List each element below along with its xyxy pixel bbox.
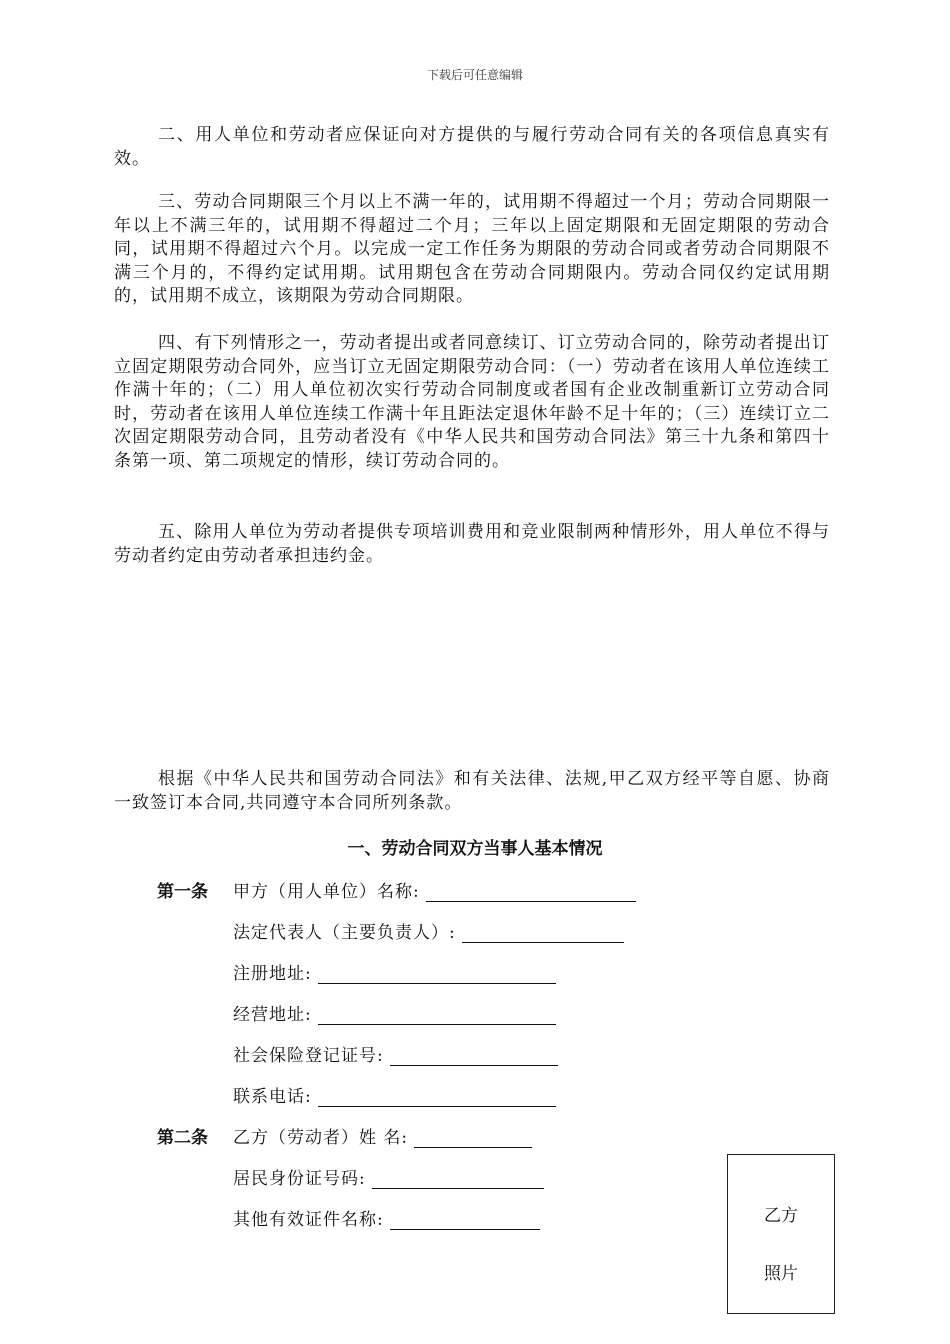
paragraph-penalty: 五、除用人单位为劳动者提供专项培训费用和竞业限制两种情形外，用人单位不得与劳动者约定由劳动者承担违约金。 xyxy=(114,522,830,566)
paragraph-open-ended-contract: 四、有下列情形之一，劳动者提出或者同意续订、订立劳动合同的，除劳动者提出订立固定期限劳动合同外，应当订立无固定期限劳动合同：（一）劳动者在该用人单位连续工作满十年的；（二）用人单位初次实行劳动合同制度或者国有企业改制重新订立劳动合同时，劳动者在该用人单位连续工作满十年且距法定退休年龄不足十年的；（三）连续订立二次固定期限劳动合同，且劳动者没有《中华人民共和国劳动合同法》第三十九条和第四十条第一项、第二项规定的情形，续订劳动合同的。 xyxy=(114,333,830,471)
employer-name-row xyxy=(233,876,636,902)
social-insurance-label: 社会保险登记证号: xyxy=(233,1046,384,1066)
employee-name-label: 乙方（劳动者）姓 名: xyxy=(233,1128,409,1148)
contact-phone-label: 联系电话: xyxy=(233,1087,312,1107)
photo-box-line2: 照片 xyxy=(764,1264,798,1284)
other-id-field[interactable] xyxy=(390,1209,540,1230)
registered-address-row xyxy=(233,958,556,984)
contact-phone-row xyxy=(233,1081,556,1107)
contact-phone-field[interactable] xyxy=(318,1086,556,1107)
id-number-label: 居民身份证号码: xyxy=(233,1169,366,1189)
photo-box-line1: 乙方 xyxy=(764,1206,798,1226)
article-1-label: 第一条 xyxy=(157,882,208,902)
business-address-label: 经营地址: xyxy=(233,1005,312,1025)
business-address-field[interactable] xyxy=(318,1004,556,1025)
employer-name-field[interactable] xyxy=(426,881,636,902)
section-title: 一、劳动合同双方当事人基本情况 xyxy=(347,839,603,859)
photo-box xyxy=(727,1154,835,1314)
id-number-field[interactable] xyxy=(372,1168,544,1189)
paragraph-preamble: 根据《中华人民共和国劳动合同法》和有关法律、法规,甲乙双方经平等自愿、协商一致签订本合同,共同遵守本合同所列条款。 xyxy=(114,769,830,813)
registered-address-field[interactable] xyxy=(318,963,556,984)
other-id-label: 其他有效证件名称: xyxy=(233,1210,384,1230)
header-note: 下载后可任意编辑 xyxy=(426,68,523,82)
paragraph-info-truth: 二、用人单位和劳动者应保证向对方提供的与履行劳动合同有关的各项信息真实有效。 xyxy=(114,125,830,169)
legal-rep-row xyxy=(233,917,624,943)
registered-address-label: 注册地址: xyxy=(233,964,312,984)
other-id-row xyxy=(233,1204,540,1230)
employee-name-field[interactable] xyxy=(414,1127,532,1148)
id-number-row xyxy=(233,1163,544,1189)
article-2-label: 第二条 xyxy=(157,1128,208,1148)
employer-name-label: 甲方（用人单位）名称: xyxy=(233,882,420,902)
social-insurance-field[interactable] xyxy=(390,1045,558,1066)
employee-name-row xyxy=(233,1122,532,1148)
legal-rep-field[interactable] xyxy=(462,922,624,943)
business-address-row xyxy=(233,999,556,1025)
social-insurance-row xyxy=(233,1040,558,1066)
paragraph-probation: 三、劳动合同期限三个月以上不满一年的，试用期不得超过一个月；劳动合同期限一年以上不满三年的，试用期不得超过二个月；三年以上固定期限和无固定期限的劳动合同，试用期不得超过六个月。以完成一定工作任务为期限的劳动合同或者劳动合同期限不满三个月的，不得约定试用期。试用期包含在劳动合同期限内。劳动合同仅约定试用期的，试用期不成立，该期限为劳动合同期限。 xyxy=(114,192,830,306)
legal-rep-label: 法定代表人（主要负责人）: xyxy=(233,923,456,943)
